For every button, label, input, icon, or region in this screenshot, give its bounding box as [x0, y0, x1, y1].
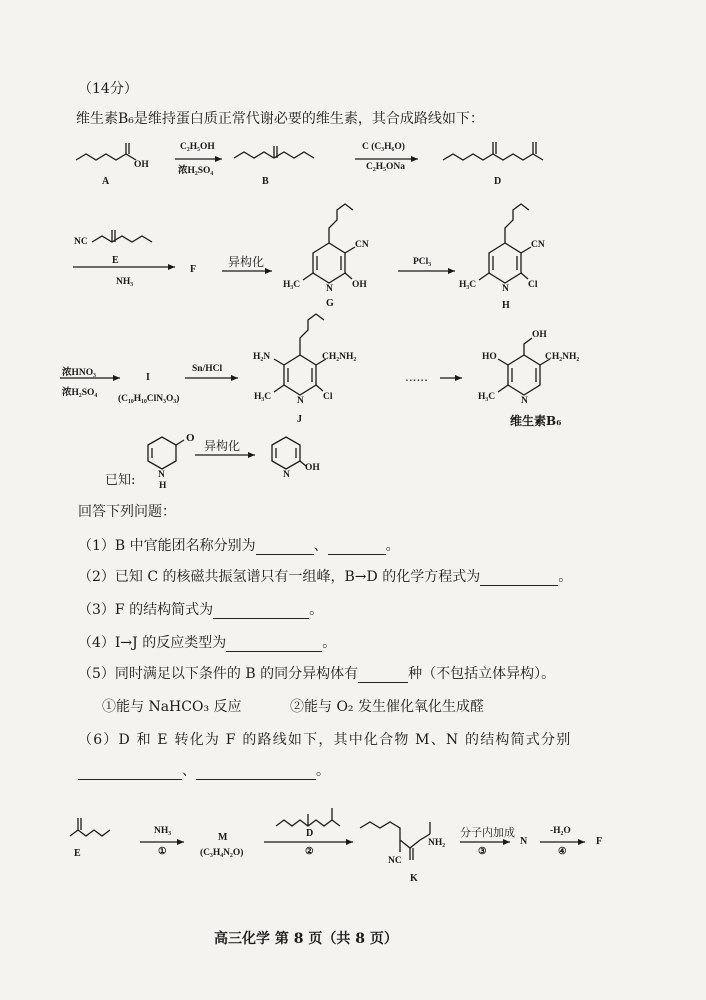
route-label-e: E: [74, 848, 81, 859]
label-g: G: [326, 298, 334, 309]
route-step-1: ①: [158, 847, 167, 857]
label-d: D: [494, 176, 502, 187]
formula-i: (C₁₀H₁₀ClN₃O₃): [118, 394, 180, 404]
questions-intro: 回答下列问题：: [78, 504, 176, 520]
route-step-2: ②: [305, 847, 314, 857]
label-b: B: [262, 176, 269, 187]
nc-label: NC: [74, 237, 88, 247]
answer-blank-3[interactable]: [213, 604, 309, 619]
reagent-nh3: NH₃: [116, 277, 134, 287]
label-j: J: [297, 414, 302, 425]
vb6-ho: HO: [482, 352, 497, 362]
vb6-ch2nh2: CH₂NH₂: [545, 352, 580, 362]
route-label-n: N: [520, 836, 528, 847]
structure-d: [443, 154, 543, 160]
reagent-conc-h2so4-2: 浓H₂SO₄: [62, 388, 98, 398]
g-h3c: H₃C: [283, 280, 301, 290]
reagent-c: C (C₃H₆O): [362, 142, 405, 152]
reagent-pcl3: PCl₃: [413, 257, 432, 267]
page-footer: 高三化学 第 8 页（共 8 页）: [214, 931, 398, 947]
j-ch2nh2: CH₂NH₂: [322, 352, 357, 362]
label-a: A: [102, 176, 110, 187]
label-i: I: [146, 372, 150, 383]
h-n: N: [502, 284, 509, 294]
route-nh3: NH₃: [154, 826, 172, 836]
route-label-d: D: [306, 828, 314, 839]
known-o: O: [186, 432, 195, 444]
question-5: （5）同时满足以下条件的 B 的同分异构体有 种（不包括立体异构）。: [78, 666, 556, 682]
answer-blank-4[interactable]: [226, 637, 322, 652]
label-f: F: [190, 264, 197, 275]
question-6: （6）D 和 E 转化为 F 的路线如下，其中化合物 M、N 的结构简式分别: [78, 732, 572, 748]
label-h: H: [502, 300, 510, 311]
dots-label: ......: [405, 370, 428, 384]
j-h3c: H₃C: [254, 392, 272, 402]
known-n: N: [158, 470, 165, 480]
vb6-oh: OH: [532, 330, 547, 340]
vb6-n: N: [521, 396, 528, 406]
route-minus-h2o: -H₂O: [550, 826, 571, 836]
structure-g: [313, 243, 345, 283]
route-label-f: F: [596, 836, 603, 847]
oh-label: OH: [134, 160, 149, 170]
j-h2n: H₂N: [253, 352, 271, 362]
structure-a: [76, 154, 136, 160]
question-4: （4）I→J 的反应类型为 。: [78, 635, 337, 651]
j-cl: Cl: [323, 392, 333, 402]
answer-blank-1a[interactable]: [256, 540, 314, 555]
h-cn: CN: [531, 240, 545, 250]
known-oh: OH: [305, 463, 320, 473]
label-vitamin-b6: 维生素B₆: [510, 414, 562, 428]
route-label-m: M: [218, 832, 228, 843]
score-label: （14分）: [78, 81, 138, 97]
answer-blank-6b[interactable]: [196, 765, 316, 780]
answer-blank-2[interactable]: [480, 571, 558, 586]
question-1: （1）B 中官能团名称分别为 、 。: [78, 538, 400, 554]
reagent-ethanol: C₂H₅OH: [180, 142, 215, 152]
h-cl: Cl: [528, 280, 538, 290]
route-formula-m: (C₃H₄N₂O): [200, 848, 244, 858]
known-label: 已知:: [105, 473, 136, 488]
structure-h: [489, 243, 521, 283]
label-e: E: [112, 255, 119, 266]
route-step-4: ④: [558, 847, 567, 857]
reagent-naoet: C₂H₅ONa: [366, 162, 405, 172]
structure-route-e: [70, 830, 110, 836]
j-n: N: [297, 396, 304, 406]
route-label-k: K: [410, 873, 418, 884]
question-6-blanks: 、 。: [78, 762, 330, 780]
g-cn: CN: [355, 240, 369, 250]
isomerize-label: 异构化: [228, 255, 265, 269]
g-oh: OH: [352, 280, 367, 290]
reagent-conc-h2so4: 浓H₂SO₄: [178, 166, 214, 176]
g-n: N: [326, 284, 333, 294]
route-nh2: NH₂: [428, 838, 446, 848]
answer-blank-1b[interactable]: [328, 540, 386, 555]
question-2: （2）已知 C 的核磁共振氢谱只有一组峰，B→D 的化学方程式为 。: [78, 569, 573, 585]
structure-e: [92, 236, 152, 242]
route-intramolecular-addition: 分子内加成: [460, 826, 515, 839]
route-step-3: ③: [478, 847, 487, 857]
question-3: （3）F 的结构简式为 。: [78, 602, 324, 618]
reagent-sn-hcl: Sn/HCl: [192, 364, 223, 374]
h-h3c: H₃C: [459, 280, 477, 290]
structure-k: [360, 822, 430, 848]
known-isomerize: 异构化: [204, 439, 241, 453]
known-h: H: [159, 481, 167, 491]
known-n2: N: [283, 470, 290, 480]
question-5-condition-2: ②能与 O₂ 发生催化氧化生成醛: [290, 699, 484, 715]
route-nc: NC: [388, 856, 402, 866]
vb6-h3c: H₃C: [478, 392, 496, 402]
reagent-conc-hno3: 浓HNO₃: [62, 368, 96, 378]
answer-blank-6a[interactable]: [78, 765, 182, 780]
structure-vitamin-b6: [508, 355, 540, 395]
structure-j: [284, 355, 316, 395]
intro-text: 维生素B₆是维持蛋白质正常代谢必要的维生素，其合成路线如下：: [76, 111, 484, 127]
question-5-condition-1: ①能与 NaHCO₃ 反应: [102, 699, 242, 715]
answer-blank-5[interactable]: [358, 668, 408, 683]
